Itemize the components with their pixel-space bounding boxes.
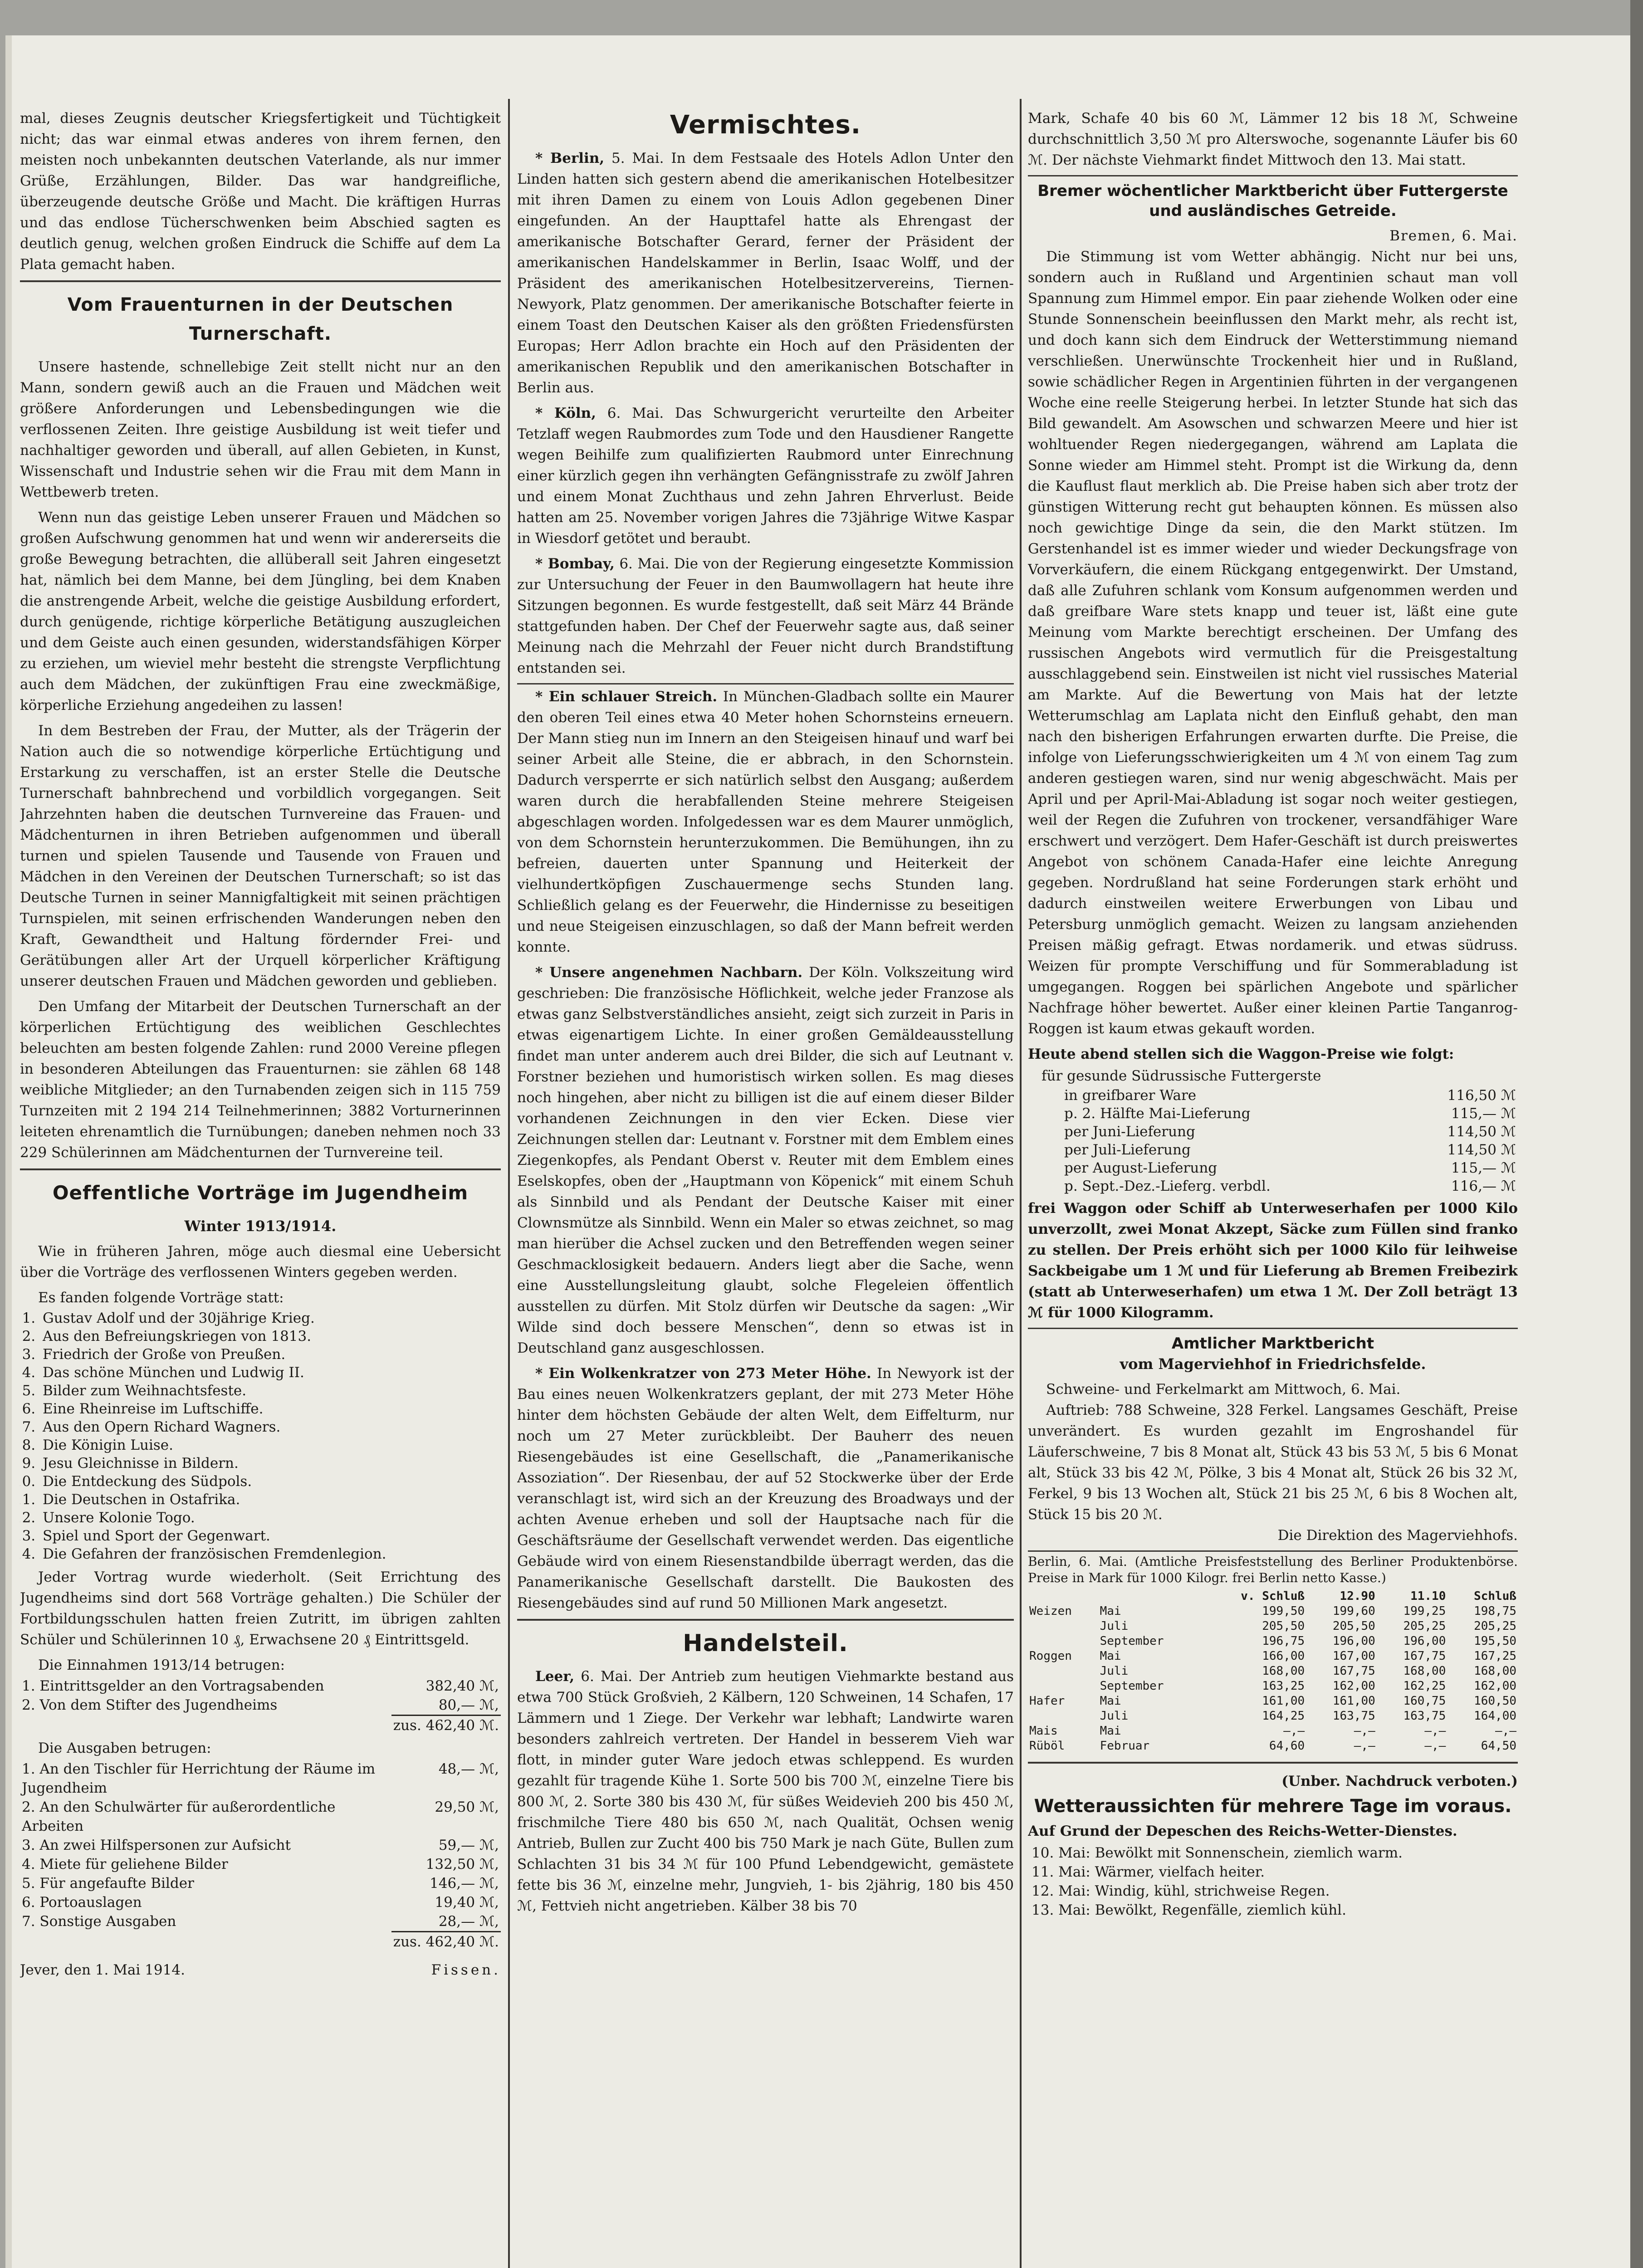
account-amount: 146,— ℳ, (430, 1875, 499, 1892)
paragraph: In dem Bestreben der Frau, der Mutter, als der Trägerin der Nation auch die so notwendige körperliche Ertüchtigung und Erstarkung zu verschaffen, ist an erster Stelle die Deutsche Turnerschaft bahnbrechend und vorbildlich vorgegangen. Seit Jahrzehnten haben die deutschen Turnvereine das Frauen- und Mädchenturnen in ihren Betrieben aufgenommen und überall turnen und spielen Tausende und Tausende von Frauen und Mädchen in den Vereinen der Deutschen Turnerschaft; so ist das Deutsche Turnen in seiner Mannigfaltigkeit mit seinen prächtigen Turnspielen, mit seinen erfrischenden Wanderungen neben den Kraft, Gewandtheit und Haltung fördernder Frei- und Gerätübungen aller Art der Urquell körperlicher Kräftigung unserer deutschen Frauen und Mädchen geworden und geblieben. (20, 723, 501, 989)
news-item-streich (517, 686, 1014, 958)
place-date: Jever, den 1. Mai 1914. (20, 1962, 185, 1978)
account-row (20, 1696, 501, 1716)
price-row (1028, 1177, 1518, 1195)
talk-item: 9. Jesu Gleichnisse in Bildern. (40, 1454, 501, 1472)
price-label: in greifbarer Ware (1064, 1087, 1197, 1104)
account-label: 2. An den Schulwärter für außerordentliche Arbeiten (22, 1799, 336, 1834)
account-amount: 132,50 ℳ, (425, 1856, 499, 1872)
account-label: 3. An zwei Hilfspersonen zur Aufsicht (22, 1837, 291, 1853)
talk-list (20, 1309, 501, 1563)
report-signature: Die Direktion des Magerviehhofs. (1277, 1527, 1518, 1544)
dateline: * Berlin, (535, 150, 605, 166)
exchange-row (1028, 1604, 1518, 1619)
price-value: 115,— ℳ (1451, 1160, 1516, 1176)
column-rule (1020, 99, 1022, 2268)
exchange-cell: 168,00 (1262, 1664, 1305, 1678)
exchange-cell: Juli (1100, 1619, 1129, 1633)
account-row (20, 1836, 501, 1855)
exchange-cell: —,— (1424, 1724, 1446, 1738)
signature-line (20, 1960, 501, 1980)
talk-item: 6. Eine Rheinreise im Luftschiffe. (40, 1400, 501, 1418)
exchange-cell: Weizen (1029, 1604, 1072, 1618)
exchange-cell: 205,25 (1403, 1619, 1446, 1633)
exchange-header (1028, 1589, 1518, 1604)
account-row (20, 1874, 501, 1893)
account-label: 5. Für angefaufte Bilder (22, 1875, 194, 1892)
exchange-cell: —,— (1424, 1739, 1446, 1753)
report-subtitle: vom Magerviehhof in Friedrichsfelde. (1120, 1355, 1426, 1373)
account-amount: 48,— ℳ, (438, 1761, 499, 1777)
price-table (1028, 1086, 1518, 1195)
section-divider (1028, 1762, 1518, 1764)
talk-item: 12. Unsere Kolonie Togo. (40, 1509, 501, 1527)
exchange-cell: 164,00 (1474, 1709, 1516, 1723)
price-label: p. Sept.-Dez.-Lieferg. verbdl. (1064, 1178, 1271, 1194)
exchange-cell: 168,00 (1474, 1664, 1516, 1678)
account-total-row (20, 1716, 501, 1735)
exchange-header-cell: 11.10 (1410, 1589, 1446, 1603)
account-label: 7. Sonstige Ausgaben (22, 1913, 176, 1930)
talk-item: 10. Die Entdeckung des Südpols. (40, 1472, 501, 1491)
account-row (20, 1760, 501, 1798)
account-label (20, 1716, 391, 1735)
talk-item: 2. Aus den Befreiungskriegen von 1813. (40, 1327, 501, 1345)
account-amount: 59,— ℳ, (438, 1837, 499, 1853)
exchange-cell: Juli (1100, 1664, 1129, 1678)
account-total: zus. 462,40 ℳ. (391, 1716, 501, 1735)
account-row (20, 1798, 501, 1836)
exchange-cell (1028, 1619, 1099, 1634)
exchange-cell: 161,00 (1262, 1694, 1305, 1708)
exchange-row (1028, 1739, 1518, 1754)
item-headline: * Ein schlauer Streich. (535, 689, 718, 705)
exchange-cell: 160,50 (1474, 1694, 1516, 1708)
exchange-cell: 196,00 (1332, 1634, 1375, 1648)
forecast-line: 10. Mai: Bewölkt mit Sonnenschein, ziemlich warm. (1032, 1845, 1403, 1861)
section-divider (20, 1168, 501, 1170)
talk-item: 13. Spiel und Sport der Gegenwart. (40, 1527, 501, 1545)
forecast-source: Auf Grund der Depeschen des Reichs-Wetter-Dienstes. (1028, 1823, 1457, 1839)
exchange-header-cell: v. Schluß (1241, 1589, 1305, 1603)
section-title-handelsteil: Handelsteil. (683, 1630, 848, 1657)
column-middle (517, 108, 1014, 2263)
reprint-note: (Unber. Nachdruck verboten.) (1281, 1773, 1518, 1789)
forecast-line: 11. Mai: Wärmer, vielfach heiter. (1032, 1864, 1265, 1880)
account-row (20, 1855, 501, 1874)
paragraph: Die Stimmung ist vom Wetter abhängig. Nicht nur bei uns, sondern auch in Rußland und Argentinien schaut man voll Spannung zum Himmel empor. Ein paar ziehende Wolken oder eine Stunde Sonnenschein beeinflussen den Markt mehr, als recht ist, und doch kann sich dem Eindruck der Wetterstimmung niemand verschließen. Unerwünschte Trockenheit hier und in Rußland, sowie schädlicher Regen in Argentinien führten in der vergangenen Woche eine reelle Steigerung herbei. In letzter Stunde hat sich das Bild gewandelt. Am Asowschen und schwarzen Meere und hier ist wohltuender Regen niedergegangen, während am Laplata die Sonne wieder am Himmel steht. Prompt ist die Wirkung da, denn die Kauflust flaut merklich ab. Die Preise haben sich aber trotz der günstigen Witterung recht gut behaupten können. Es müssen also noch gewichtige Dinge da sein, die den Markt stützen. Im Gerstenhandel ist es immer wieder und wieder Deckungsfrage von Vorverkäufern, die einem Rückgang entgegenwirkt. Der Umstand, daß alle Zufuhren schlank vom Konsum aufgenommen werden und daß greifbare Ware stets knapp und teuer ist, läßt eine gute Meinung vom Markte berechtigt erscheinen. Der Umfang des russischen Angebots wird vermutlich für die Preisgestaltung ausschlaggebend sein. Einstweilen ist nicht viel russisches Material am Markte. Auf die Bewertung von Mais hat der letzte Wetterumschlag am Laplata nicht den Einfluß gehabt, den man nach den bisherigen Erfahrungen erwarten durfte. Die Preise, die infolge von Lieferungsschwierigkeiten um 4 ℳ von einem Tag zum anderen gestiegen waren, sind nur wenig abgeschwächt. Mais per April und per April-Mai-Abladung ist sogar noch weiter gestiegen, weil der Regen die Zufuhren von trockener, versandfähiger Ware erschwert und verzögert. Dem Hafer-Geschäft ist durch preiswertes Angebot von schönem Canada-Hafer eine leichte Anregung gegeben. Nordrußland hat seine Forderungen stark erhöht und dadurch einstweilen weitere Erwerbungen von Libau und Petersburg unmöglich gemacht. Weizen zu langsam anziehenden Preisen mäßig gefragt. Etwas nordamerik. und etwas südruss. Weizen für prompte Verschiffung und für Sommerabladung ist umgegangen. Roggen bei spärlichen Angebote und spärlicher Nachfrage höher bewertet. Außer einer kleinen Partie Tanganrog-Roggen ist kaum etwas gekauft worden. (1028, 249, 1518, 1037)
account-label: 2. Von dem Stifter des Jugendheims (22, 1697, 278, 1713)
news-item-wolkenkratzer (517, 1363, 1014, 1613)
exchange-cell (1028, 1664, 1099, 1679)
exchange-intro: Berlin, 6. Mai. (Amtliche Preisfeststellung des Berliner Produktenbörse. Preise in Mark für 1000 Kilogr. frei Berlin netto Kasse.) (1028, 1554, 1518, 1585)
exchange-cell (1028, 1679, 1099, 1694)
income-table (20, 1677, 501, 1735)
exchange-cell: Februar (1100, 1739, 1150, 1753)
exchange-row (1028, 1694, 1518, 1709)
market-report-continuation: Mark, Schafe 40 bis 60 ℳ, Lämmer 12 bis 18 ℳ, Schweine durchschnittlich 3,50 ℳ pro Alterswoche, sogenannte Läufer bis 60 ℳ. Der nächste Viehmarkt findet Mittwoch den 13. Mai statt. (1028, 110, 1518, 168)
exchange-cell: 196,75 (1262, 1634, 1305, 1648)
exchange-cell: Roggen (1029, 1649, 1072, 1663)
item-divider (517, 683, 1014, 684)
account-amount: 382,40 ℳ, (425, 1678, 499, 1694)
exchange-cell: 162,00 (1474, 1679, 1516, 1693)
dateline: * Bombay, (535, 556, 615, 572)
article-continuation: mal, dieses Zeugnis deutscher Kriegsfertigkeit und Tüchtigkeit nicht; das war einmal etwas anderes von ihrem fernen, den meisten noch unbekannten deutschen Vaterlande, als nur immer Grüße, Erzählungen, Bilder. Das war handgreifliche, überzeugende deutsche Größe und Macht. Die kräftigen Hurras und das endlose Tücherschwenken beim Abschied sagten es deutlich genug, welchen großen Eindruck die Schiffe auf dem La Plata gemacht haben. (20, 110, 501, 273)
exchange-row (1028, 1634, 1518, 1649)
exchange-row (1028, 1664, 1518, 1679)
account-amount: 80,— ℳ, (438, 1697, 499, 1713)
account-label: 6. Portoauslagen (22, 1894, 142, 1911)
column-left (20, 108, 501, 2263)
exchange-cell: 167,75 (1403, 1649, 1446, 1663)
report-title-bremen: Bremer wöchentlicher Marktbericht über Futtergerste und ausländisches Getreide. (1037, 182, 1508, 220)
exchange-cell: Mai (1100, 1604, 1121, 1618)
paragraph: Unsere hastende, schnellebige Zeit stellt nicht nur an den Mann, sondern gewiß auch an die Frauen und Mädchen weit größere Anforderungen und Lebensbedingungen wie die verflossenen Zeiten. Ihre geistige Ausbildung ist weit tiefer und nachhaltiger geworden und überall, auf allen Gebieten, in Kunst, Wissenschaft und Industrie sehen wir die Frau mit dem Mann in Wettbewerb treten. (20, 359, 501, 500)
exchange-cell: 167,75 (1332, 1664, 1375, 1678)
market-report-leer (517, 1666, 1014, 1916)
exchange-header-cell: Schluß (1474, 1589, 1516, 1603)
exchange-cell: 167,25 (1474, 1649, 1516, 1663)
price-row (1028, 1141, 1518, 1159)
account-label: 4. Miete für geliehene Bilder (22, 1856, 228, 1872)
account-label: 1. Eintrittsgelder an den Vortragsabenden (22, 1678, 324, 1694)
expense-heading: Die Ausgaben betrugen: (38, 1740, 211, 1756)
talk-item: 11. Die Deutschen in Ostafrika. (40, 1491, 501, 1509)
talk-item: 4. Das schöne München und Ludwig II. (40, 1364, 501, 1382)
exchange-cell: 168,00 (1403, 1664, 1446, 1678)
talk-item: 5. Bilder zum Weihnachtsfeste. (40, 1382, 501, 1400)
price-label: per Juli-Lieferung (1064, 1142, 1191, 1158)
exchange-cell: —,— (1495, 1724, 1516, 1738)
exchange-cell: 205,50 (1262, 1619, 1305, 1633)
exchange-cell: 167,00 (1332, 1649, 1375, 1663)
exchange-cell: 205,50 (1332, 1619, 1375, 1633)
price-value: 114,50 ℳ (1447, 1142, 1516, 1158)
talk-item: 1. Gustav Adolf und der 30jährige Krieg. (40, 1309, 501, 1327)
section-divider (517, 1619, 1014, 1621)
market-line: Schweine- und Ferkelmarkt am Mittwoch, 6. Mai. (1046, 1381, 1401, 1398)
exchange-cell: Rüböl (1029, 1739, 1065, 1753)
exchange-cell: —,— (1354, 1739, 1375, 1753)
exchange-cell (1028, 1709, 1099, 1724)
exchange-cell: 199,25 (1403, 1604, 1446, 1618)
item-divider (1028, 175, 1518, 176)
price-label: per Juni-Lieferung (1064, 1124, 1195, 1140)
exchange-row (1028, 1679, 1518, 1694)
account-amount: 19,40 ℳ, (435, 1894, 499, 1911)
price-intro: für gesunde Südrussische Futtergerste (1042, 1068, 1321, 1084)
exchange-cell: 163,75 (1403, 1709, 1446, 1723)
dateline: Leer, (535, 1668, 575, 1685)
price-row (1028, 1123, 1518, 1141)
news-item-berlin (517, 148, 1014, 398)
news-text: In München-Gladbach sollte ein Maurer den oberen Teil eines etwa 40 Meter hohen Schornsteins erneuern. Der Mann stieg nun im Innern an den Steigeisen hinauf und warf bei seiner Arbeit alle Steine, die er abbrach, in den Schornstein. Dadurch versperrte er sich natürlich selbst den Ausgang; außerdem waren durch die herabfallenden Steine mehrere Steigeisen abgeschlagen worden. Infolgedessen war es dem Maurer unmöglich, von dem Schornstein herunterzukommen. Die Bemühungen, ihn zu befreien, dauerten unter Spannung und Heiterkeit der vielhundertköpfigen Zuschauermenge sechs Stunden lang. Schließlich gelang es der Feuerwehr, die Hindernisse zu beseitigen und neue Steigeisen einzuschlagen, so daß der Mann befreit werden konnte. (517, 689, 1014, 955)
signature: Fissen. (431, 1962, 501, 1978)
item-divider (1028, 1328, 1518, 1329)
news-text: In Newyork ist der Bau eines neuen Wolkenkratzers geplant, der mit 273 Meter Höhe hinter dem höchsten Gebäude der alten Welt, dem Eiffelturm, nur noch um 27 Meter zurückbleibt. Der Bauherr des neuen Riesengebäudes ist eine Gesellschaft, die „Panamerikanische Assoziation“. Der Riesenbau, der auf 52 Stockwerke über der Erde veranschlagt ist, wird sich an der Kreuzung des Broadways und der achten Avenue erheben und soll der Hauptsache nach für die Geschäftsräume der Gesellschaft verwendet werden. Das eigentliche Gebäude wird von einem Riesenstandbilde überragt werden, das die Panamerikanische Gesellschaft darstellt. Die Baukosten des Riesengebäudes sind auf rund 50 Millionen Mark angesetzt. (517, 1365, 1014, 1611)
talk-item: 3. Friedrich der Große von Preußen. (40, 1345, 501, 1364)
exchange-cell: Mai (1100, 1649, 1121, 1663)
exchange-row (1028, 1724, 1518, 1739)
exchange-cell: 163,25 (1262, 1679, 1305, 1693)
report-title-viehmarkt: Amtlicher Marktbericht (1171, 1334, 1374, 1353)
news-item-bombay (517, 553, 1014, 679)
exchange-cell: Mais (1029, 1724, 1058, 1738)
account-total: zus. 462,40 ℳ. (391, 1932, 501, 1952)
dateline: Bremen, 6. Mai. (1389, 228, 1518, 244)
article-subtitle: Winter 1913/1914. (184, 1217, 337, 1235)
exchange-cell: 199,50 (1262, 1604, 1305, 1618)
talk-item: 14. Die Gefahren der französischen Fremdenlegion. (40, 1545, 501, 1563)
price-row (1028, 1086, 1518, 1105)
exchange-header-cell (1028, 1589, 1099, 1604)
account-row (20, 1912, 501, 1932)
news-text: 6. Mai. Das Schwurgericht verurteilte den Arbeiter Tetzlaff wegen Raubmordes zum Tode und den Hausdiener Rangette wegen Beihilfe zum qualifizierten Raubmord unter Einrechnung einer kürzlich gegen ihn verhängten Gefängnisstrafe zu zwölf Jahren und einem Monat Zuchthaus und zehn Jahren Ehrverlust. Beide hatten am 25. November vorigen Jahres die 73jährige Witwe Kaspar in Wiesdorf getötet und beraubt. (517, 405, 1014, 547)
paragraph: Auftrieb: 788 Schweine, 328 Ferkel. Langsames Geschäft, Preise unverändert. Es wurden gezahlt im Engroshandel für Läuferschweine, 7 bis 8 Monat alt, Stück 43 bis 53 ℳ, 5 bis 6 Monat alt, Stück 33 bis 42 ℳ, Pölke, 3 bis 4 Monat alt, Stück 26 bis 32 ℳ, Ferkel, 9 bis 13 Wochen alt, Stück 21 bis 25 ℳ, 6 bis 8 Wochen alt, Stück 15 bis 20 ℳ. (1028, 1402, 1518, 1523)
price-value: 115,— ℳ (1451, 1105, 1516, 1122)
news-item-koeln (517, 403, 1014, 549)
exchange-cell: —,— (1283, 1724, 1305, 1738)
exchange-cell (1028, 1634, 1099, 1649)
price-label: per August-Lieferung (1064, 1160, 1218, 1176)
item-headline: * Unsere angenehmen Nachbarn. (535, 964, 803, 981)
news-item-nachbarn (517, 962, 1014, 1359)
price-value: 116,50 ℳ (1447, 1087, 1516, 1104)
exchange-cell: 161,00 (1332, 1694, 1375, 1708)
account-row (20, 1893, 501, 1912)
paragraph: Wie in früheren Jahren, möge auch diesmal eine Uebersicht über die Vorträge des verflossenen Winters gegeben werden. (20, 1243, 501, 1281)
exchange-cell: 163,75 (1332, 1709, 1375, 1723)
price-row (1028, 1159, 1518, 1177)
newspaper-page (5, 35, 1630, 2268)
section-title-vermischtes: Vermischtes. (670, 110, 861, 140)
account-amount: 28,— ℳ, (438, 1913, 499, 1930)
price-heading: Heute abend stellen sich die Waggon-Preise wie folgt: (1028, 1046, 1454, 1062)
exchange-cell: September (1100, 1679, 1164, 1693)
exchange-row (1028, 1709, 1518, 1724)
paragraph: Es fanden folgende Vorträge statt: (38, 1290, 284, 1306)
exchange-header-cell: 12.90 (1340, 1589, 1375, 1603)
account-amount: 29,50 ℳ, (435, 1799, 499, 1815)
paragraph: Den Umfang der Mitarbeit der Deutschen Turnerschaft an der körperlichen Ertüchtigung des weiblichen Geschlechtes beleuchten am besten folgende Zahlen: rund 2000 Vereine pflegen in besonderen Abteilungen das Frauenturnen: sie zählen 68 148 weibliche Mitglieder; an den Turnabenden zeigen sich in 115 759 Turnzeiten mit 2 194 214 Teilnehmerinnen; 3882 Vorturnerinnen leiteten ehrenamtlich die Turnübungen; daneben nehmen noch 33 229 Schülerinnen am Mädchenturnen der Turnvereine teil. (20, 998, 501, 1161)
forecast-line: 13. Mai: Bewölkt, Regenfälle, ziemlich kühl. (1032, 1902, 1346, 1918)
account-label: 1. An den Tischler für Herrichtung der Räume im Jugendheim (22, 1761, 376, 1796)
exchange-cell: 64,50 (1481, 1739, 1516, 1753)
talk-item: 8. Die Königin Luise. (40, 1436, 501, 1454)
exchange-cell: 162,25 (1403, 1679, 1446, 1693)
exchange-price-table (1028, 1589, 1518, 1754)
forecast-line: 12. Mai: Windig, kühl, strichweise Regen. (1032, 1883, 1330, 1899)
exchange-cell: 198,75 (1474, 1604, 1516, 1618)
income-heading: Die Einnahmen 1913/14 betrugen: (38, 1657, 285, 1673)
exchange-cell: September (1100, 1634, 1164, 1648)
exchange-cell: 162,00 (1332, 1679, 1375, 1693)
price-value: 114,50 ℳ (1447, 1124, 1516, 1140)
paragraph: Wenn nun das geistige Leben unserer Frauen und Mädchen so großen Aufschwung genommen hat und wenn wir andererseits die große Bewegung betrachten, die allüberall seit Jahren eingesetzt hat, nämlich bei dem Manne, bei dem Jüngling, bei dem Knaben die anstrengende Arbeit, welche die geistige Ausbildung erfordert, durch genügende, richtige körperliche Betätigung auszugleichen und dem Geiste auch einen gesunden, widerstandsfähigen Körper zu erziehen, um wieviel mehr besteht die strengste Verpflichtung auch dem Mädchen, der zukünftigen Frau eine zweckmäßige, körperliche Erziehung angedeihen zu lassen! (20, 509, 501, 714)
news-text: Der Köln. Volkszeitung wird geschrieben: Die französische Höflichkeit, welche jeder Franzose als etwas ganz Selbstverständliches ansieht, zeigt sich zurzeit in Paris in etwas eigenartigem Lichte. In einer großen Gemäldeausstellung findet man unter anderem auch drei Bilder, die sich auf Leutnant v. Forstner beziehen und humoristisch wirken sollen. Es mag dieses noch hingehen, aber nicht zu billigen ist die auf einem dieser Bilder vorhandenen Zeichnungen in den vier Ecken. Diese vier Zeichnungen stellen dar: Leutnant v. Forstner mit dem Emblem eines Ziegenkopfes, als Pendant Oberst v. Reuter mit dem Emblem eines Eselskopfes, oben der „Hauptmann von Köpenick“ mit einem Schuh als Sinnbild und als Pendant der Deutsche Kaiser mit einer Clownsmütze als Sinnbild. Wenn ein Maler so etwas zeichnet, so mag man hierüber die Achsel zucken und den Betreffenden wegen seiner Geschmacklosigkeit bedauern. Anders liegt aber die Sache, wenn eine Ausstellungsleitung glaubt, solche Flegeleien öffentlich ausstellen zu dürfen. Mit Stolz dürfen wir Deutsche da sagen: „Wir Wilde sind doch bessere Menschen“, denn so etwas ist in Deutschland ganz ausgeschlossen. (517, 964, 1014, 1356)
exchange-cell: 195,50 (1474, 1634, 1516, 1648)
news-text: 5. Mai. In dem Festsaale des Hotels Adlon Unter den Linden hatten sich gestern abend die amerikanischen Hotelbesitzer mit ihren Damen zu einem von Louis Adlon gegebenen Diner eingefunden. An der Haupttafel hatte als Ehrengast der amerikanische Botschafter Gerard, ferner der Präsident der amerikanischen Handelskammer in Berlin, Isaac Wolff, und der Präsident des amerikanischen Hotelbesitzervereins, Tiernen-Newyork, Platz genommen. Der amerikanische Botschafter feierte in einem Toast den Deutschen Kaiser als den größten Friedensfürsten Europas; Herr Adlon brachte ein Hoch auf den Präsidenten der amerikanischen Republik und den amerikanischen Botschafter in Berlin aus. (517, 150, 1014, 396)
account-row (20, 1677, 501, 1696)
account-total-row (20, 1932, 501, 1952)
exchange-cell: 199,60 (1332, 1604, 1375, 1618)
price-conditions: frei Waggon oder Schiff ab Unterweserhafen per 1000 Kilo unverzollt, zwei Monat Akzept, Säcke zum Füllen sind franko zu stellen. Der Preis erhöht sich per 1000 Kilo für leihweise Sackbeigabe um 1 ℳ und für Lieferung ab Bremen Freibezirk (statt ab Unterweserhafen) um etwa 1 ℳ. Der Zoll beträgt 13 ℳ für 1000 Kilogramm. (1028, 1200, 1518, 1321)
exchange-header-cell (1099, 1589, 1203, 1604)
item-headline: * Ein Wolkenkratzer von 273 Meter Höhe. (535, 1365, 871, 1382)
price-value: 116,— ℳ (1451, 1178, 1516, 1194)
exchange-header-row (1028, 1589, 1518, 1604)
column-rule (508, 99, 510, 2268)
item-divider (1028, 1550, 1518, 1552)
account-label (20, 1932, 391, 1952)
exchange-cell: 160,75 (1403, 1694, 1446, 1708)
exchange-cell: Juli (1100, 1709, 1129, 1723)
exchange-cell: Mai (1100, 1694, 1121, 1708)
exchange-cell: —,— (1354, 1724, 1375, 1738)
news-text: 6. Mai. Der Antrieb zum heutigen Viehmarkte bestand aus etwa 700 Stück Großvieh, 2 Kälbern, 120 Schweinen, 14 Schafen, 17 Lämmern und 1 Ziege. Der Verkehr war lebhaft; Landwirte waren besonders zahlreich vertreten. Der Handel in besserem Vieh war flott, in minder guter Ware jedoch etwas schleppend. Es wurden gezahlt für tragende Kühe 1. Sorte 500 bis 700 ℳ, einzelne Tiere bis 800 ℳ, 2. Sorte 380 bis 430 ℳ, für süßes Weidevieh 200 bis 450 ℳ, frischmilche Tiere 480 bis 650 ℳ, nach Qualität, Ochsen wenig Antrieb, Bullen zur Zucht 400 bis 750 Mark je nach Güte, Bullen zum Schlachten 31 bis 34 ℳ für 100 Pfund Lebendgewicht, gemästete fette bis 36 ℳ, einzelne mehr, Jungvieh, 1- bis 2jährig, 180 bis 450 ℳ, Fettvieh nicht angetrieben. Kälber 38 bis 70 (517, 1668, 1014, 1914)
scan-border (1630, 0, 1643, 2268)
exchange-cell: 164,25 (1262, 1709, 1305, 1723)
article-title-vortraege: Oeffentliche Vorträge im Jugendheim (52, 1182, 469, 1204)
news-text: 6. Mai. Die von der Regierung eingesetzte Kommission zur Untersuchung der Feuer in den Baumwollagern hat heute ihre Sitzungen begonnen. Es wurde festgestellt, daß seit März 44 Brände stattgefunden haben. Der Chef der Feuerwehr sagte aus, daß seiner Meinung nach die Mehrzahl der Feuer nicht durch Brandstiftung entstanden sei. (517, 556, 1014, 676)
exchange-cell: 205,25 (1474, 1619, 1516, 1633)
price-label: p. 2. Hälfte Mai-Lieferung (1064, 1105, 1251, 1122)
dateline: * Köln, (535, 405, 596, 421)
forecast-list (1028, 1843, 1518, 1920)
exchange-cell: 166,00 (1262, 1649, 1305, 1663)
exchange-row (1028, 1649, 1518, 1664)
exchange-cell: Hafer (1029, 1694, 1065, 1708)
talk-item: 7. Aus den Opern Richard Wagners. (40, 1418, 501, 1436)
exchange-cell: 196,00 (1403, 1634, 1446, 1648)
expense-table (20, 1760, 501, 1951)
exchange-cell: 64,60 (1269, 1739, 1305, 1753)
section-divider (20, 280, 501, 282)
article-title-frauenturnen: Vom Frauenturnen in der Deutschen Turnerschaft. (67, 294, 454, 344)
price-row (1028, 1105, 1518, 1123)
exchange-row (1028, 1619, 1518, 1634)
column-right (1028, 108, 1518, 2263)
report-title-wetter: Wetteraussichten für mehrere Tage im voraus. (1034, 1796, 1512, 1817)
exchange-cell: Mai (1100, 1724, 1121, 1738)
paragraph: Jeder Vortrag wurde wiederholt. (Seit Errichtung des Jugendheims sind dort 568 Vorträge gehalten.) Die Schüler der Fortbildungsschulen hatten freien Zutritt, im übrigen zahlten Schüler und Schülerinnen 10 ₰, Erwachsene 20 ₰ Eintrittsgeld. (20, 1569, 501, 1648)
